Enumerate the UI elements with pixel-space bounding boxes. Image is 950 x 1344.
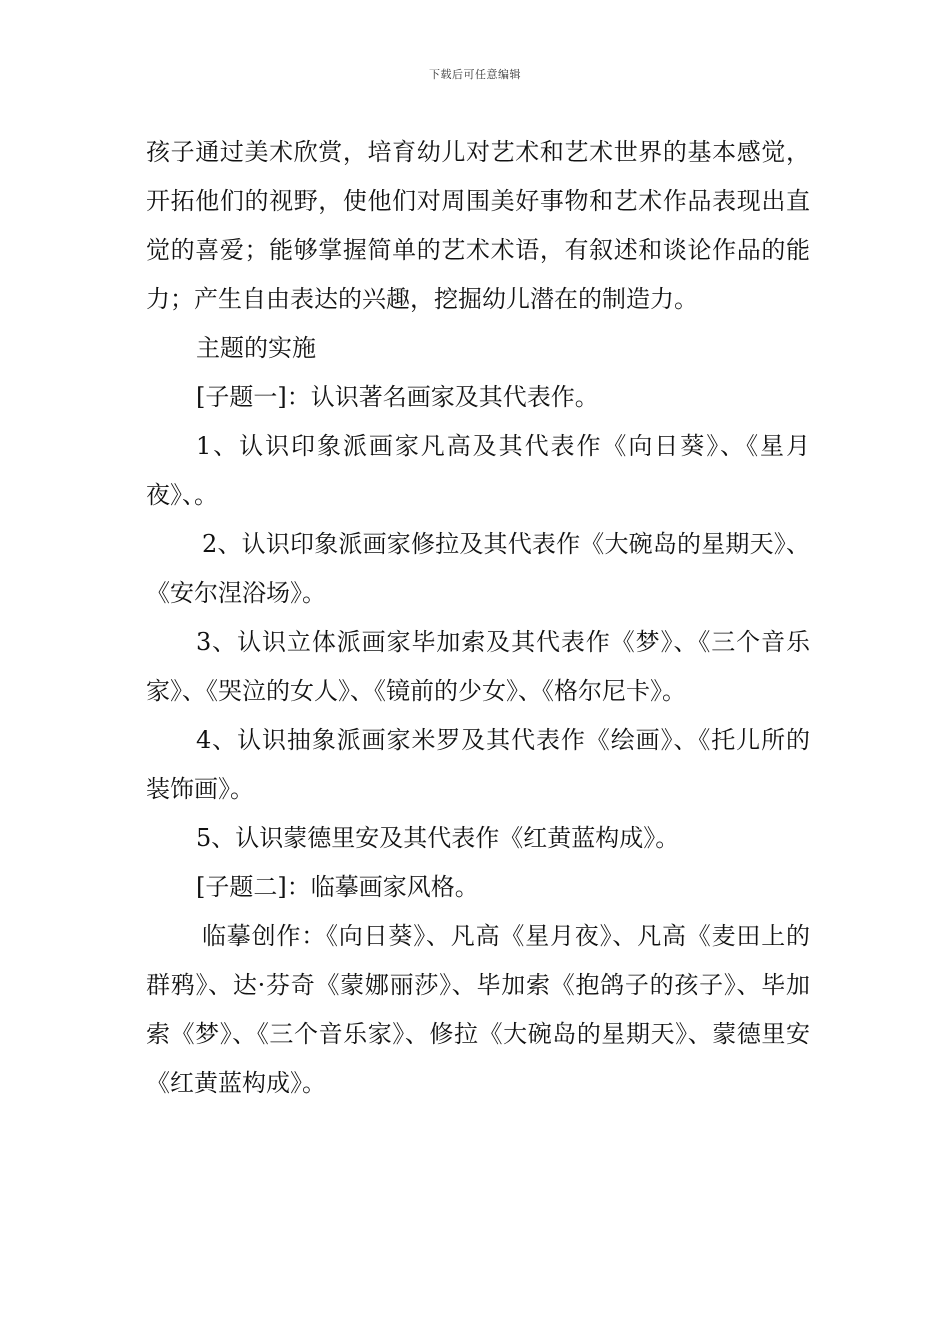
list-item: 3、认识立体派画家毕加索及其代表作《梦》、《三个音乐家》、《哭泣的女人》、《镜前的少女》、《格尔尼卡》。: [146, 628, 810, 705]
page-header-note: 下载后可任意编辑: [429, 68, 521, 81]
copy-works-paragraph: 临摹创作：《向日葵》、凡高《星月夜》、凡高《麦田上的群鸦》、达·芬奇《蒙娜丽莎》、毕加索《抱鸽子的孩子》、毕加索《梦》、《三个音乐家》、修拉《大碗岛的星期天》、蒙德里安《红黄蓝构成》。: [146, 922, 810, 1097]
list-item: 1、认识印象派画家凡高及其代表作《向日葵》、《星月夜》、。: [146, 432, 810, 509]
section-heading: 主题的实施: [196, 334, 316, 362]
subtopic-one-heading: [子题一]：认识著名画家及其代表作。: [196, 383, 599, 411]
document-body: [146, 128, 810, 1108]
subtopic-two-heading: [子题二]：临摹画家风格。: [196, 873, 479, 901]
list-item: 4、认识抽象派画家米罗及其代表作《绘画》、《托儿所的装饰画》。: [146, 726, 810, 803]
list-item: 5、认识蒙德里安及其代表作《红黄蓝构成》。: [196, 824, 680, 852]
intro-paragraph: 孩子通过美术欣赏，培育幼儿对艺术和艺术世界的基本感觉，开拓他们的视野，使他们对周围美好事物和艺术作品表现出直觉的喜爱；能够掌握简单的艺术术语，有叙述和谈论作品的能力；产生自由表达的兴趣，挖掘幼儿潜在的制造力。: [146, 138, 810, 313]
list-item: 2、认识印象派画家修拉及其代表作《大碗岛的星期天》、《安尔涅浴场》。: [146, 530, 810, 607]
